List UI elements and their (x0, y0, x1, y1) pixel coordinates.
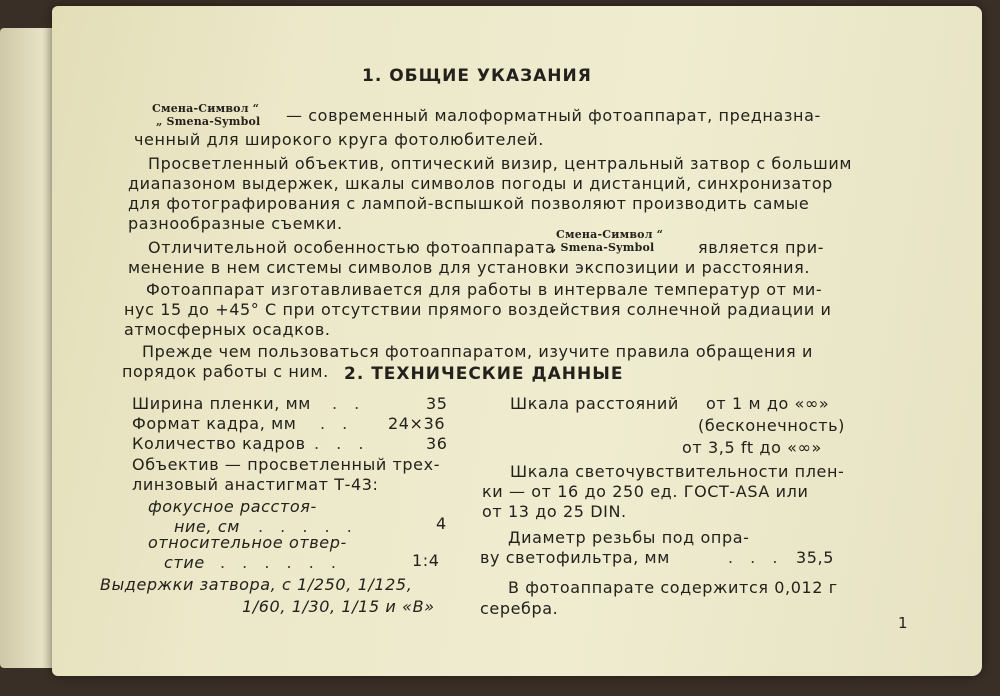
film-width-value: 35 (426, 394, 448, 413)
para-3-start: Отличительной особенностью фотоаппарата (148, 238, 556, 257)
frame-format-value: 24×36 (388, 414, 446, 433)
frame-count-label: Количество кадров (132, 434, 306, 453)
booklet-page (52, 6, 982, 676)
para-5-line-1: Прежде чем пользоваться фотоаппаратом, изучите правила обращения и (142, 342, 813, 361)
intro-line-1: — современный малоформатный фотоаппарат, предназна- (286, 106, 821, 125)
frame-count-value: 36 (426, 434, 448, 453)
para-4-line-3: атмосферных осадков. (124, 320, 331, 339)
brand-name-ru: Смена-Символ “ (152, 102, 260, 115)
silver-content-line-2: серебра. (480, 599, 559, 618)
frame-count-dots: . . . (314, 434, 370, 453)
aperture-line-2: стие (164, 553, 205, 572)
aperture-dots: . . . . . . (220, 553, 342, 572)
thread-diameter-dots: . . . (728, 548, 784, 567)
aperture-value: 1:4 (412, 551, 440, 570)
para-5-line-2: порядок работы с ним. (122, 362, 329, 381)
aperture-line-1: относительное отвер- (148, 533, 347, 552)
thread-diameter-line-2: ву светофильтра, мм (480, 548, 670, 567)
section-1-heading: 1. ОБЩИЕ УКАЗАНИЯ (362, 66, 592, 86)
brand-name-en-inline: „ Smena-Symbol (550, 241, 655, 254)
intro-line-2: ченный для широкого круга фотолюбителей. (134, 130, 544, 149)
brand-name-en: „ Smena-Symbol (156, 115, 261, 128)
distance-scale-line-2: (бесконечность) (698, 416, 845, 435)
sensitivity-line-3: от 13 до 25 DIN. (482, 502, 627, 521)
section-2-heading: 2. ТЕХНИЧЕСКИЕ ДАННЫЕ (344, 364, 624, 384)
para-4-line-1: Фотоаппарат изготавливается для работы в интервале температур от ми- (146, 280, 823, 299)
para-3-line-2: менение в нем системы символов для установки экспозиции и расстояния. (128, 258, 811, 277)
shutter-line-1: Выдержки затвора, с 1/250, 1/125, (100, 575, 413, 594)
para-2-line-4: разнообразные съемки. (128, 214, 343, 233)
film-width-label: Ширина пленки, мм (132, 394, 311, 413)
frame-format-dots: . . (320, 414, 354, 433)
focal-length-value: 4 (436, 514, 447, 533)
para-2-line-1: Просветленный объектив, оптический визир, центральный затвор с большим (148, 154, 853, 173)
page-text (52, 6, 982, 676)
focal-length-line-2: ние, см (174, 517, 240, 536)
focal-length-line-1: фокусное расстоя- (148, 497, 317, 516)
lens-line-1: Объектив — просветленный трех- (132, 455, 441, 474)
distance-scale-line-1: от 1 м до «∞» (706, 394, 830, 413)
para-2-line-3: для фотографирования с лампой-вспышкой позволяют производить самые (128, 194, 810, 213)
frame-format-label: Формат кадра, мм (132, 414, 297, 433)
brand-name-ru-inline: Смена-Символ “ (556, 228, 664, 241)
thread-diameter-line-1: Диаметр резьбы под опра- (508, 528, 750, 547)
para-4-line-2: нус 15 до +45° С при отсутствии прямого воздействия солнечной радиации и (124, 300, 832, 319)
sensitivity-line-2: ки — от 16 до 250 ед. ГОСТ-ASA или (482, 482, 809, 501)
para-3-end: является при- (698, 238, 825, 257)
film-width-dots: . . (332, 394, 366, 413)
sensitivity-line-1: Шкала светочувствительности плен- (510, 462, 845, 481)
focal-length-dots: . . . . . (258, 517, 358, 536)
lens-line-2: линзовый анастигмат Т-43: (132, 475, 379, 494)
page-number: 1 (898, 614, 909, 632)
silver-content-line-1: В фотоаппарате содержится 0,012 г (508, 578, 838, 597)
thread-diameter-value: 35,5 (796, 548, 835, 567)
distance-scale-label: Шкала расстояний (510, 394, 679, 413)
distance-scale-line-3: от 3,5 ft до «∞» (682, 438, 822, 457)
para-2-line-2: диапазоном выдержек, шкалы символов погоды и дистанций, синхронизатор (128, 174, 833, 193)
shutter-line-2: 1/60, 1/30, 1/15 и «В» (242, 597, 435, 616)
